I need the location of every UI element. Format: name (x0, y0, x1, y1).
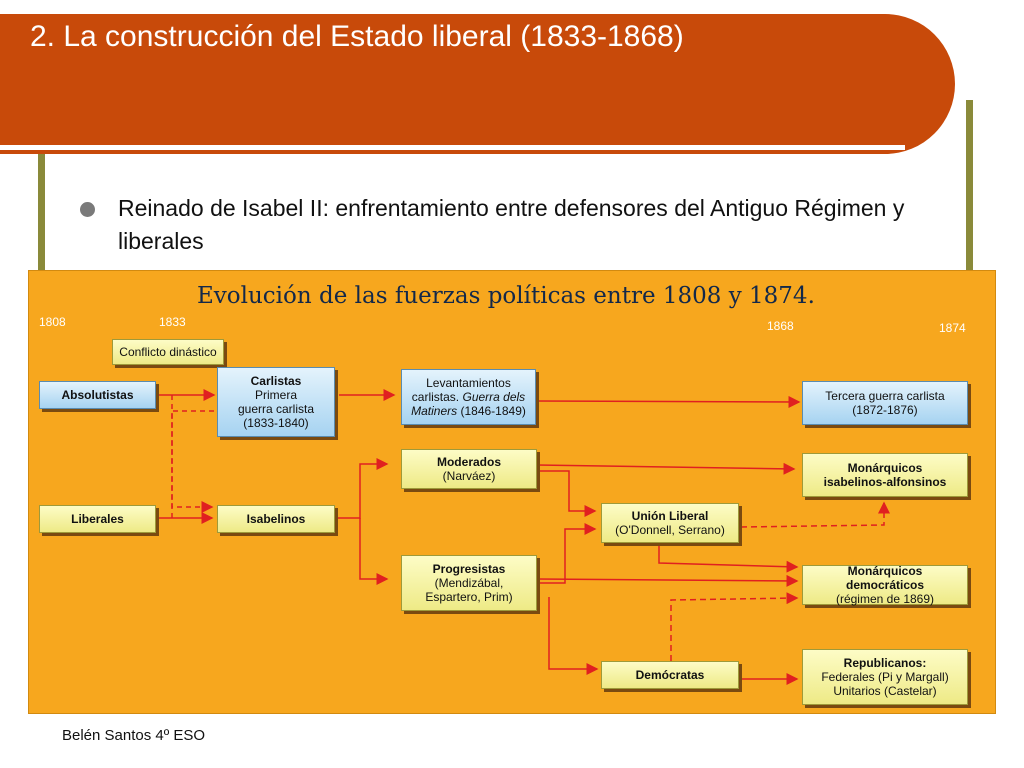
arrow-moderados-monarquicos (537, 465, 794, 469)
arrow-moderados-union (537, 471, 595, 511)
diagram-title: Evolución de las fuerzas políticas entre 1808 y 1874. (197, 283, 815, 309)
dashed-absolutistas-isabelinos (172, 395, 212, 507)
box-liberales-label: Liberales (71, 512, 124, 526)
box-conflicto-dinastico (112, 339, 224, 365)
slide-title: 2. La construcción del Estado liberal (1833-1868) (30, 20, 684, 53)
box-levantamientos-line2 (412, 390, 525, 404)
box-tercera-line1: Tercera guerra carlista (825, 389, 945, 403)
box-isabelinos (217, 505, 335, 533)
arrow-progresistas-democratas (549, 597, 597, 669)
box-union-line2: (O'Donnell, Serrano) (615, 523, 725, 537)
box-levantamientos-line2b: Guerra dels (462, 390, 526, 404)
dashed-union-monarquicos-isab (741, 503, 884, 527)
box-democratas (601, 661, 739, 689)
box-monarquicos-isab-line1: Monárquicos (847, 461, 923, 475)
box-levantamientos-line3a: Matiners (411, 404, 458, 418)
box-monarquicos-isabelinos (802, 453, 968, 497)
year-label-1874: 1874 (939, 321, 966, 335)
box-conflicto-label: Conflicto dinástico (119, 345, 217, 359)
box-isabelinos-label: Isabelinos (246, 512, 306, 526)
year-label-1833: 1833 (159, 315, 186, 329)
arrow-levantamientos-tercera (536, 401, 799, 402)
box-progresistas-line3: Espartero, Prim) (425, 590, 513, 604)
dashed-liberales-carlistas (172, 411, 214, 518)
box-progresistas-line1: Progresistas (432, 562, 506, 576)
arrow-isabelinos-progresistas (360, 518, 387, 579)
box-moderados (401, 449, 537, 489)
box-democratas-label: Demócratas (635, 668, 705, 682)
box-tercera-guerra (802, 381, 968, 425)
box-union-liberal (601, 503, 739, 543)
box-carlistas (217, 367, 335, 437)
box-progresistas (401, 555, 537, 611)
title-underline (0, 145, 905, 150)
arrow-isabelinos-split (335, 464, 387, 518)
arrow-progresistas-union (537, 529, 595, 583)
box-union-line1: Unión Liberal (631, 509, 709, 523)
box-moderados-line2: (Narváez) (442, 469, 496, 483)
dashed-democratas-monarquicos-dem (671, 598, 797, 661)
box-republicanos-line2: Federales (Pi y Margall) (821, 670, 949, 684)
box-progresistas-line2: (Mendizábal, (434, 576, 504, 590)
box-levantamientos-line1: Levantamientos (426, 376, 511, 390)
box-monarquicos-dem-line1: Monárquicos democráticos (845, 564, 925, 592)
box-monarquicos-democraticos (802, 565, 968, 605)
box-absolutistas (39, 381, 156, 409)
box-carlistas-line3: guerra carlista (237, 402, 315, 416)
box-carlistas-line4: (1833-1840) (243, 416, 309, 430)
slide-footer: Belén Santos 4º ESO (62, 727, 206, 744)
box-moderados-line1: Moderados (436, 455, 501, 469)
box-levantamientos-line3b: (1846-1849) (460, 404, 526, 418)
box-tercera-line2: (1872-1876) (852, 403, 918, 417)
year-label-1868: 1868 (767, 319, 794, 333)
box-carlistas-line2: Primera (254, 388, 297, 402)
box-republicanos-line3: Unitarios (Castelar) (833, 684, 937, 698)
frame-left-bar (38, 150, 45, 280)
box-absolutistas-label: Absolutistas (61, 388, 134, 402)
box-monarquicos-dem-line2: (régimen de 1869) (835, 592, 935, 606)
box-levantamientos-line2a: carlistas. (411, 390, 460, 404)
bullet-dot (80, 202, 95, 217)
box-republicanos (802, 649, 968, 705)
political-forces-diagram (28, 270, 996, 714)
box-carlistas-line1: Carlistas (250, 374, 302, 388)
box-levantamientos (401, 369, 536, 425)
box-monarquicos-isab-line2: isabelinos-alfonsinos (823, 475, 947, 489)
arrow-progresistas-monarquicos-dem (537, 579, 797, 581)
box-levantamientos-line3 (411, 404, 526, 418)
box-republicanos-line1: Republicanos: (843, 656, 927, 670)
arrow-union-monarquicos-dem (659, 543, 797, 567)
year-label-1808: 1808 (39, 315, 66, 329)
box-liberales (39, 505, 156, 533)
bullet-text: Reinado de Isabel II: enfrentamiento entre defensores del Antiguo Régimen y liberales (118, 195, 905, 254)
